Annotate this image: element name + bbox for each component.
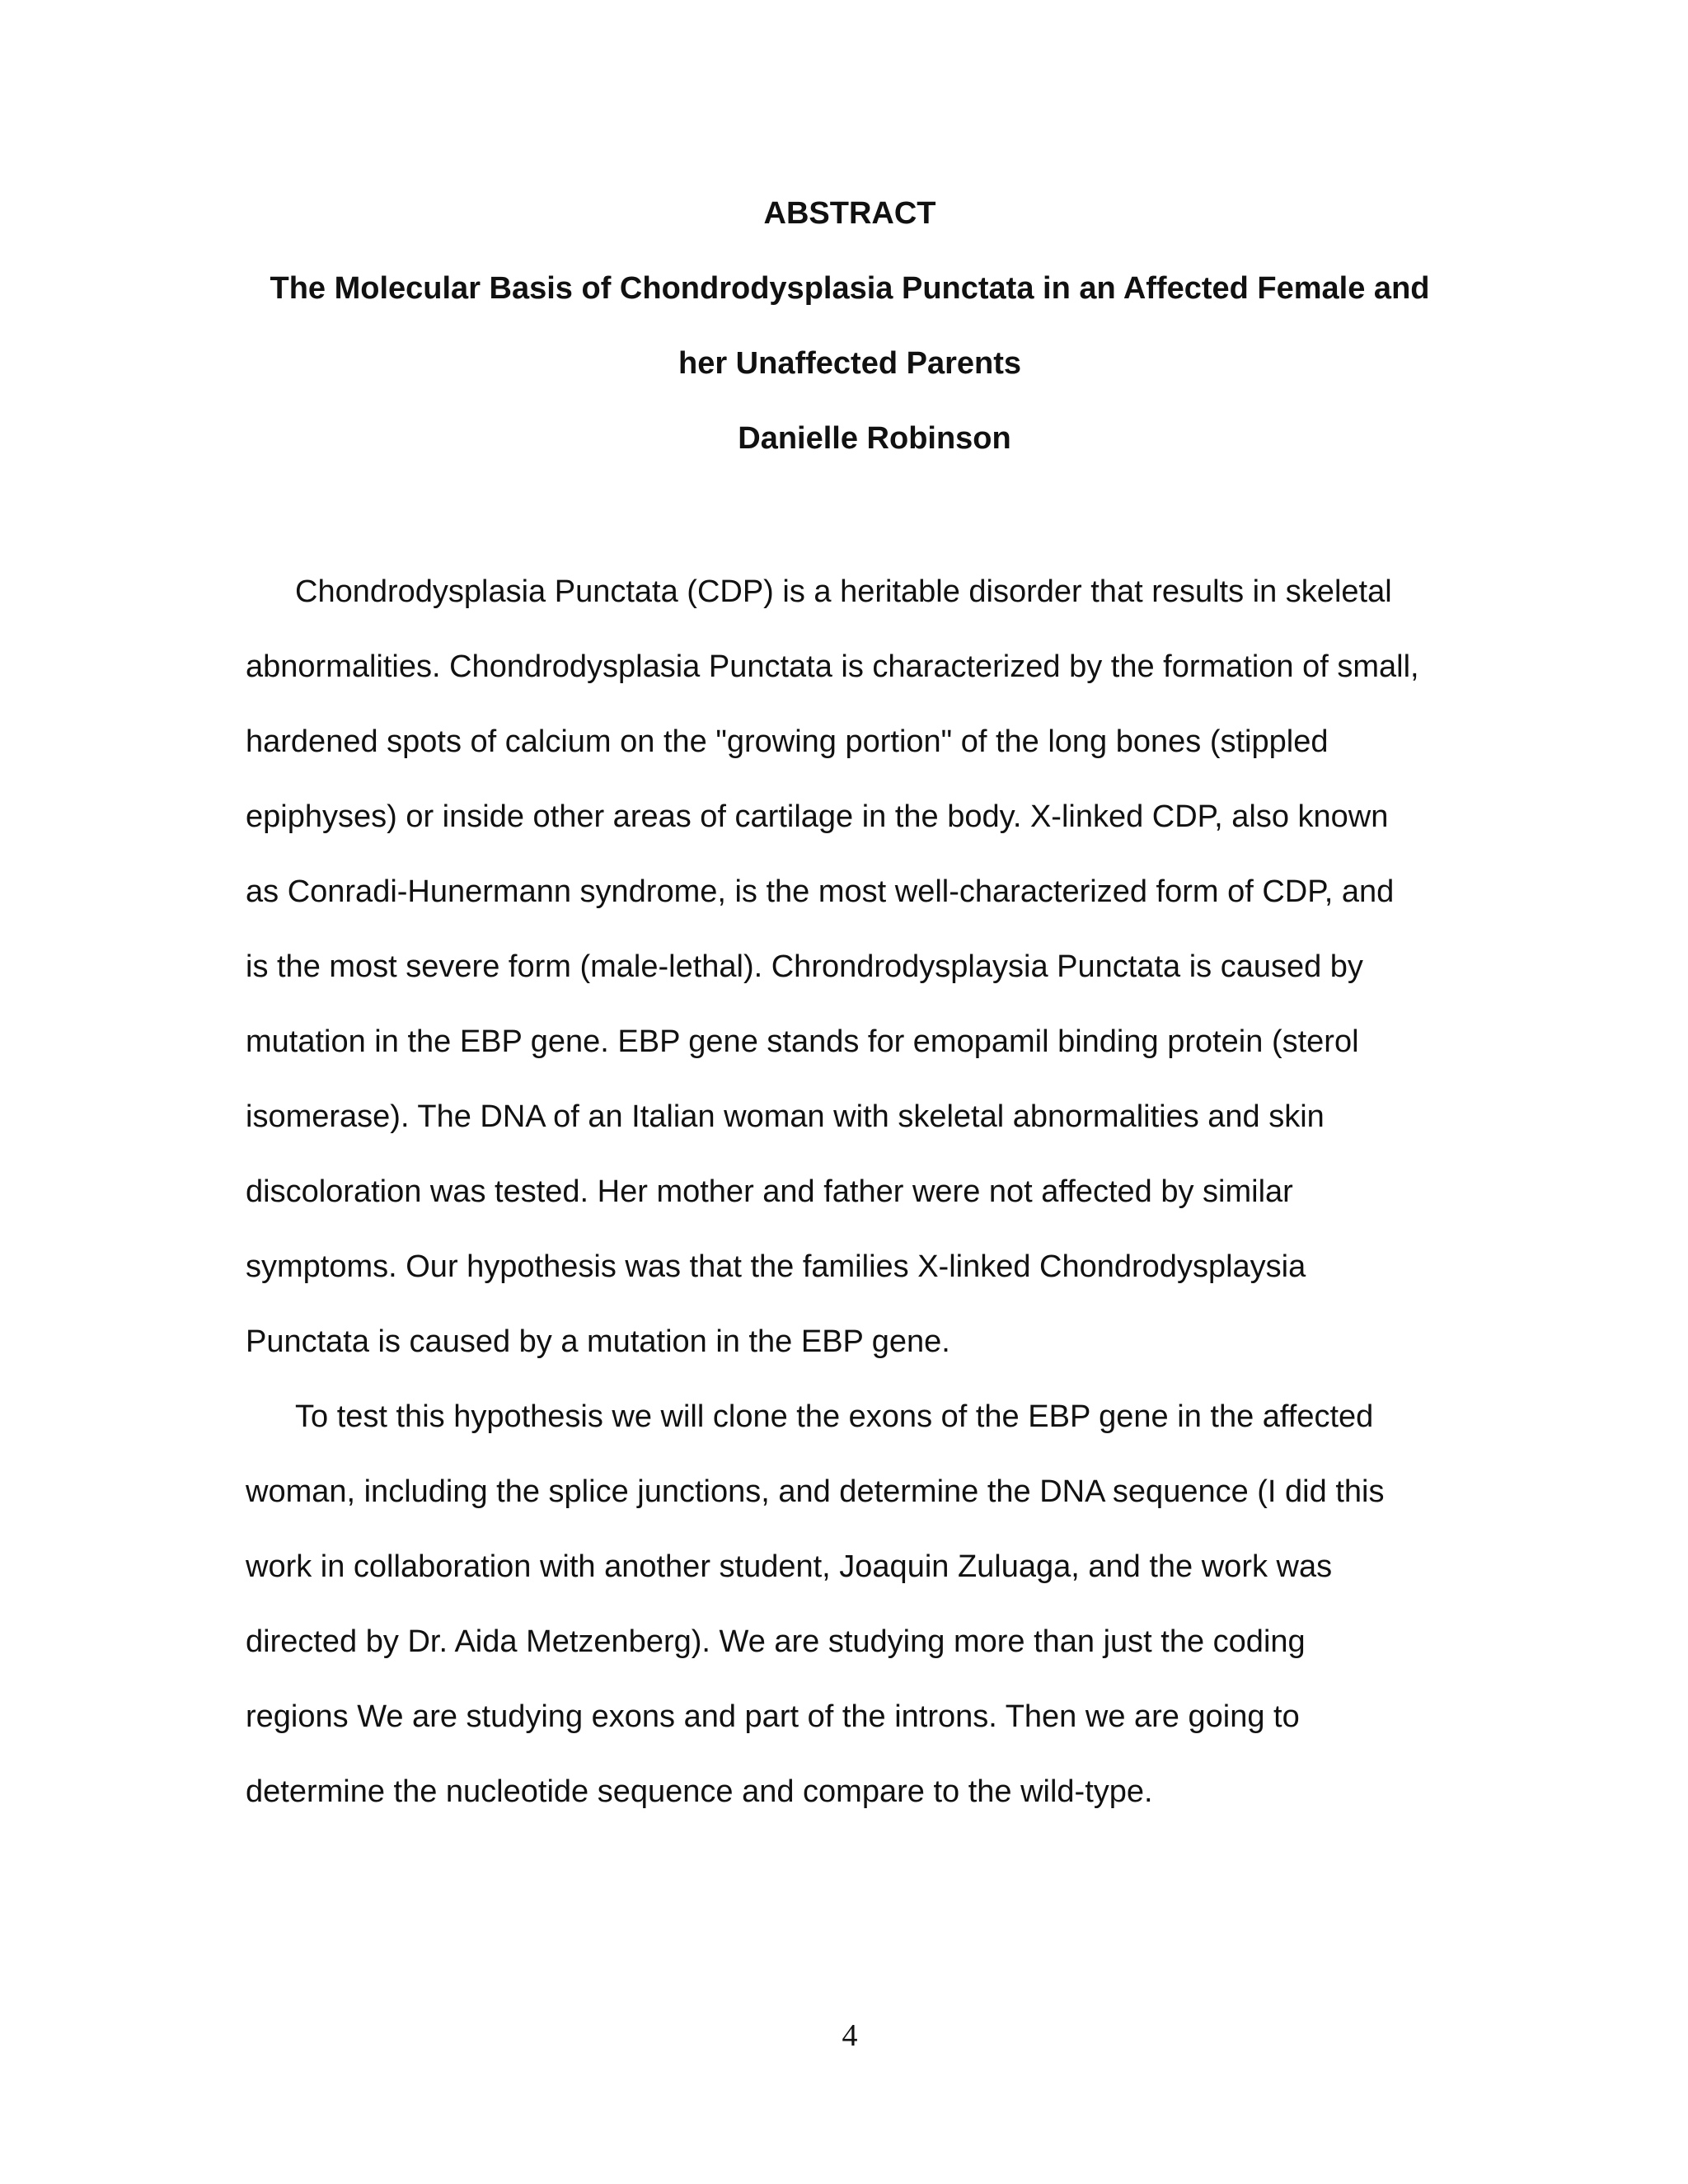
paragraph-2-line-3: work in collaboration with another student, Joaquin Zuluaga, and the work was <box>246 1549 1333 1584</box>
paragraph-2-line-2: woman, including the splice junctions, and determine the DNA sequence (I did this <box>246 1474 1385 1509</box>
paragraph-1-line-7: mutation in the EBP gene. EBP gene stands for emopamil binding protein (sterol <box>246 1024 1359 1059</box>
author-name: Danielle Robinson <box>738 421 1011 456</box>
paragraph-2-line-5: regions We are studying exons and part of the introns. Then we are going to <box>246 1699 1300 1734</box>
paragraph-1-line-9: discoloration was tested. Her mother and father were not affected by similar <box>246 1174 1293 1209</box>
title-line-1: The Molecular Basis of Chondrodysplasia Punctata in an Affected Female and <box>270 271 1430 306</box>
page-number: 4 <box>842 2018 858 2053</box>
title-line-2: her Unaffected Parents <box>678 346 1021 381</box>
paragraph-1-line-1: Chondrodysplasia Punctata (CDP) is a heritable disorder that results in skeletal <box>295 574 1392 609</box>
paragraph-2-line-6: determine the nucleotide sequence and compare to the wild-type. <box>246 1774 1153 1809</box>
paragraph-1-line-8: isomerase). The DNA of an Italian woman with skeletal abnormalities and skin <box>246 1099 1325 1134</box>
paragraph-2-line-1: To test this hypothesis we will clone the exons of the EBP gene in the affected <box>295 1399 1374 1434</box>
abstract-heading: ABSTRACT <box>763 196 936 231</box>
paragraph-1-line-6: is the most severe form (male-lethal). Chrondrodysplaysia Punctata is caused by <box>246 949 1363 984</box>
paragraph-1-line-2: abnormalities. Chondrodysplasia Punctata is characterized by the formation of small, <box>246 649 1419 684</box>
paragraph-1-line-11: Punctata is caused by a mutation in the EBP gene. <box>246 1324 950 1359</box>
paragraph-1-line-4: epiphyses) or inside other areas of cartilage in the body. X-linked CDP, also known <box>246 799 1389 834</box>
paragraph-2-line-4: directed by Dr. Aida Metzenberg). We are studying more than just the coding <box>246 1624 1306 1659</box>
paragraph-1-line-10: symptoms. Our hypothesis was that the families X-linked Chondrodysplaysia <box>246 1249 1306 1284</box>
paragraph-1-line-5: as Conradi-Hunermann syndrome, is the most well-characterized form of CDP, and <box>246 874 1395 909</box>
paragraph-1-line-3: hardened spots of calcium on the "growing portion" of the long bones (stippled <box>246 724 1329 759</box>
